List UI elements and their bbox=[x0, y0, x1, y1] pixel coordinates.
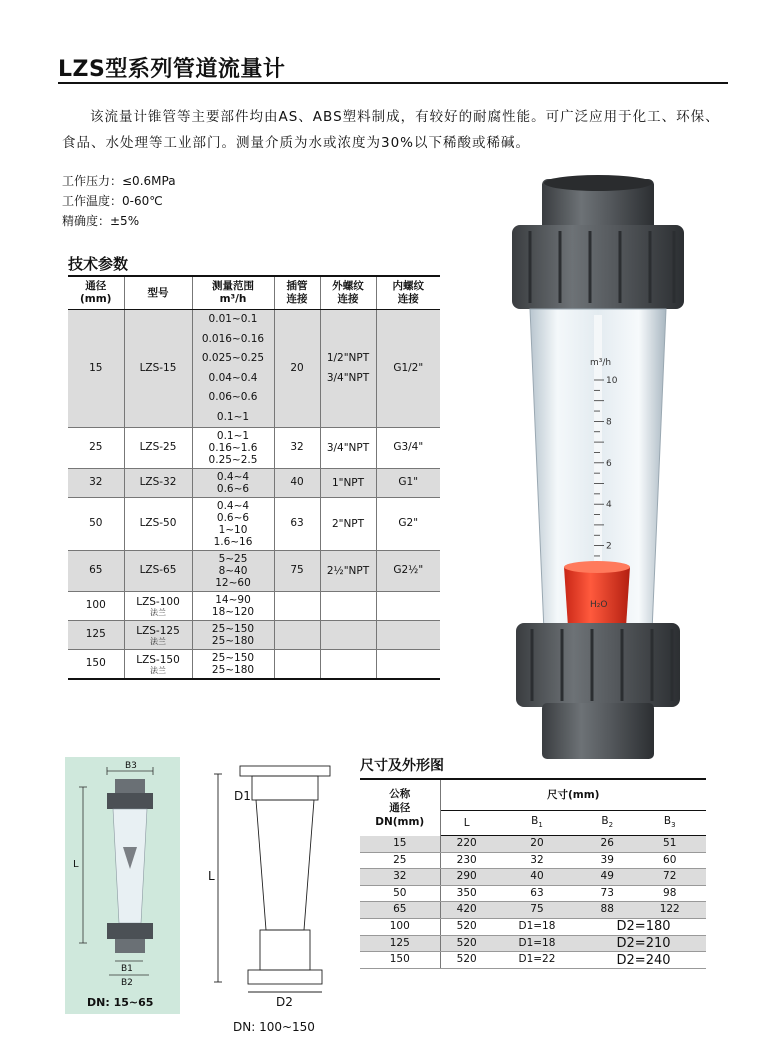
dims-cell-L: 420 bbox=[440, 902, 493, 919]
cell-range-line: 12~60 bbox=[215, 577, 251, 589]
tech-params-row bbox=[68, 551, 440, 592]
cell-range-line: 14~90 bbox=[215, 594, 251, 606]
dims-cell-B1: 20 bbox=[493, 836, 581, 853]
header-dn: 通径 (mm) bbox=[68, 276, 124, 310]
drawing-dn15-65 bbox=[65, 757, 180, 1014]
photo-label-l: L bbox=[73, 859, 79, 870]
photo-label-b1: B1 bbox=[121, 964, 133, 974]
header-range: 测量范围 m³/h bbox=[192, 276, 274, 310]
photo-label-b2: B2 bbox=[121, 978, 133, 988]
title-rule bbox=[58, 82, 728, 84]
dims-cell-B3: 98 bbox=[633, 885, 706, 902]
cell-dn bbox=[68, 310, 124, 428]
dims-row bbox=[360, 836, 706, 853]
dims-flange-cell-D2: D2=240 bbox=[581, 952, 706, 969]
cell-int-thread bbox=[376, 650, 440, 680]
dims-flange-cell-L: 520 bbox=[440, 919, 493, 936]
scale-unit: m³/h bbox=[590, 358, 612, 368]
drawing-dn100-150 bbox=[200, 760, 350, 1015]
cell-dn bbox=[68, 621, 124, 650]
dims-col-L: L bbox=[440, 811, 493, 836]
cell-socket bbox=[274, 621, 320, 650]
dimensions-table bbox=[360, 778, 706, 969]
cell-model bbox=[124, 592, 192, 621]
cell-ext-thread-line: 3/4"NPT bbox=[326, 442, 370, 454]
dims-cell-B3: 51 bbox=[633, 836, 706, 853]
dims-flange-cell-D2: D2=180 bbox=[581, 919, 706, 936]
cell-range-line: 25~150 bbox=[211, 652, 255, 664]
dims-flange-cell-D1: D1=18 bbox=[493, 935, 581, 952]
photo-top-nut bbox=[107, 793, 153, 809]
dims-col-B1: $B_1$ bbox=[493, 811, 581, 836]
cell-ext-thread-line: 2½"NPT bbox=[326, 565, 370, 577]
tech-params-heading: 技术参数 bbox=[68, 255, 129, 273]
cell-dn-value: 125 bbox=[85, 628, 106, 641]
cell-range-line: 0.4~4 bbox=[216, 471, 250, 483]
cell-ext-thread-line: 1"NPT bbox=[331, 477, 365, 489]
dims-cell-B2: 39 bbox=[581, 852, 633, 869]
dims-cell-B2: 49 bbox=[581, 869, 633, 886]
cell-dn-value: 50 bbox=[89, 517, 103, 530]
spec-accuracy: 精确度：±5% bbox=[62, 214, 140, 228]
cell-range bbox=[192, 498, 274, 551]
flowmeter-product-image bbox=[490, 175, 700, 765]
cell-ext-thread bbox=[320, 551, 376, 592]
cell-model bbox=[124, 650, 192, 680]
dims-flange-cell-L: 520 bbox=[440, 952, 493, 969]
cell-dn bbox=[68, 650, 124, 680]
cell-range-line: 0.025~0.25 bbox=[201, 352, 265, 364]
cell-socket-value: 40 bbox=[290, 476, 304, 489]
tech-params-row bbox=[68, 650, 440, 680]
spec-pressure: 工作压力：≤0.6MPa bbox=[62, 174, 176, 188]
photo-label-b3: B3 bbox=[125, 761, 137, 771]
cell-model bbox=[124, 551, 192, 592]
dims-cell-B1: 75 bbox=[493, 902, 581, 919]
flange-caption: DN: 100~150 bbox=[233, 1020, 315, 1034]
cell-int-thread bbox=[376, 498, 440, 551]
cell-ext-thread-line: 3/4"NPT bbox=[326, 371, 370, 384]
cell-int-thread-value: G2½" bbox=[393, 564, 424, 577]
flange-label-l: L bbox=[208, 869, 215, 883]
spec-list bbox=[62, 171, 176, 231]
cell-range-line: 0.4~4 bbox=[216, 500, 250, 512]
cell-int-thread bbox=[376, 551, 440, 592]
float bbox=[564, 567, 630, 627]
photo-top-fitting bbox=[115, 779, 145, 793]
cell-model bbox=[124, 310, 192, 428]
cell-ext-thread-line: 2"NPT bbox=[331, 518, 365, 530]
intro-text: 该流量计锥管等主要部件均由AS、ABS塑料制成，有较好的耐腐性能。可广泛应用于化工、环保、食品、水处理等工业部门。测量介质为水或浓度为30%以下稀酸或稀碱。 bbox=[62, 109, 720, 151]
cell-int-thread-value: G3/4" bbox=[393, 441, 424, 454]
scale-label: 4 bbox=[606, 500, 612, 511]
tech-params-table bbox=[68, 275, 440, 680]
cell-range-line: 5~25 bbox=[218, 553, 248, 565]
dims-row bbox=[360, 885, 706, 902]
dims-flange-cell-D1: D1=22 bbox=[493, 952, 581, 969]
cell-range-line: 25~180 bbox=[211, 664, 255, 676]
cell-range-line: 0.6~6 bbox=[216, 483, 250, 495]
dims-cell-dn: 15 bbox=[360, 836, 440, 853]
dims-cell-B2: 88 bbox=[581, 902, 633, 919]
cell-range-line: 0.1~1 bbox=[216, 410, 250, 423]
dims-cell-B1: 63 bbox=[493, 885, 581, 902]
cell-socket bbox=[274, 650, 320, 680]
dims-flange-cell-dn: 150 bbox=[360, 952, 440, 969]
dims-cell-dn: 25 bbox=[360, 852, 440, 869]
cell-model-value: LZS-150 bbox=[136, 653, 180, 666]
dims-header-group: 尺寸(mm) bbox=[440, 779, 706, 811]
cell-dn-value: 65 bbox=[89, 564, 103, 577]
cell-model-value: LZS-50 bbox=[139, 517, 177, 530]
cell-range-line: 0.04~0.4 bbox=[208, 371, 258, 384]
dims-flange-cell-D1: D1=18 bbox=[493, 919, 581, 936]
cell-model-value: LZS-32 bbox=[139, 476, 177, 489]
dims-header-dn: 公称 通径 DN(mm) bbox=[360, 779, 440, 836]
top-pipe-opening bbox=[544, 175, 652, 191]
cell-model bbox=[124, 621, 192, 650]
cell-int-thread-value: G1/2" bbox=[393, 361, 424, 374]
spec-temperature: 工作温度：0-60℃ bbox=[62, 194, 163, 208]
cell-model-sub: 法兰 bbox=[150, 607, 166, 617]
dims-row bbox=[360, 902, 706, 919]
cell-dn-value: 15 bbox=[89, 361, 103, 374]
dimensions-heading: 尺寸及外形图 bbox=[360, 758, 444, 774]
cell-dn bbox=[68, 498, 124, 551]
cell-model bbox=[124, 498, 192, 551]
cell-socket bbox=[274, 498, 320, 551]
cell-model-value: LZS-15 bbox=[139, 361, 177, 374]
cell-model-value: LZS-125 bbox=[136, 624, 180, 637]
dims-cell-dn: 32 bbox=[360, 869, 440, 886]
dims-col-B2: $B_2$ bbox=[581, 811, 633, 836]
dims-cell-dn: 50 bbox=[360, 885, 440, 902]
dims-col-B3: $B_3$ bbox=[633, 811, 706, 836]
dims-header-row bbox=[360, 779, 706, 811]
bottom-union-nut bbox=[516, 623, 680, 707]
cell-range-line: 1~10 bbox=[218, 524, 248, 536]
cell-range bbox=[192, 621, 274, 650]
cell-range-line: 18~120 bbox=[211, 606, 255, 618]
cell-ext-thread bbox=[320, 310, 376, 428]
cell-dn-value: 32 bbox=[89, 476, 103, 489]
cell-range-line: 0.16~1.6 bbox=[208, 442, 258, 454]
dims-flange-cell-D2: D2=210 bbox=[581, 935, 706, 952]
cell-int-thread bbox=[376, 428, 440, 469]
dims-cell-B1: 40 bbox=[493, 869, 581, 886]
cell-ext-thread bbox=[320, 592, 376, 621]
cell-socket bbox=[274, 469, 320, 498]
flange-outline bbox=[214, 766, 330, 992]
dims-cell-B3: 122 bbox=[633, 902, 706, 919]
cell-int-thread bbox=[376, 592, 440, 621]
cell-socket bbox=[274, 592, 320, 621]
cell-range bbox=[192, 310, 274, 428]
tech-params-row bbox=[68, 621, 440, 650]
tech-params-header-row bbox=[68, 276, 440, 310]
cell-dn bbox=[68, 469, 124, 498]
scale-label: 6 bbox=[606, 458, 612, 469]
header-ext-thread: 外螺纹 连接 bbox=[320, 276, 376, 310]
tech-params-row bbox=[68, 310, 440, 428]
cell-socket bbox=[274, 551, 320, 592]
dims-flange-row bbox=[360, 952, 706, 969]
cell-range-line: 0.01~0.1 bbox=[208, 313, 258, 325]
cell-range-line: 8~40 bbox=[218, 565, 248, 577]
cell-range-line: 25~180 bbox=[211, 635, 255, 647]
dims-flange-cell-dn: 100 bbox=[360, 919, 440, 936]
cell-socket-value: 20 bbox=[290, 361, 304, 374]
cell-ext-thread bbox=[320, 428, 376, 469]
cell-model-value: LZS-65 bbox=[139, 564, 177, 577]
cell-socket-value: 63 bbox=[290, 517, 304, 530]
scale-label: 8 bbox=[606, 417, 612, 428]
cell-model-value: LZS-25 bbox=[139, 441, 177, 454]
tech-params-row bbox=[68, 592, 440, 621]
photo-bottom-nut bbox=[107, 923, 153, 939]
cell-int-thread bbox=[376, 469, 440, 498]
cell-int-thread bbox=[376, 621, 440, 650]
cell-range-line: 0.016~0.16 bbox=[201, 332, 265, 345]
cell-range-line: 1.6~16 bbox=[213, 536, 253, 548]
dims-cell-L: 290 bbox=[440, 869, 493, 886]
dims-cell-L: 220 bbox=[440, 836, 493, 853]
tech-params-row bbox=[68, 428, 440, 469]
cell-int-thread-value: G1" bbox=[398, 476, 419, 489]
cell-ext-thread-line: 1/2"NPT bbox=[326, 352, 370, 364]
cell-model-sub: 法兰 bbox=[150, 636, 166, 646]
dims-body bbox=[360, 836, 706, 969]
tech-params-body bbox=[68, 310, 440, 680]
dims-row bbox=[360, 869, 706, 886]
photo-caption: DN: 15~65 bbox=[87, 996, 154, 1009]
dims-row bbox=[360, 852, 706, 869]
cell-socket bbox=[274, 428, 320, 469]
cell-dn bbox=[68, 428, 124, 469]
header-int-thread: 内螺纹 连接 bbox=[376, 276, 440, 310]
float-top bbox=[564, 561, 630, 573]
cell-socket-value: 32 bbox=[290, 441, 304, 454]
header-model: 型号 bbox=[124, 276, 192, 310]
cell-range-line: 25~150 bbox=[211, 623, 255, 635]
cell-range-line: 0.06~0.6 bbox=[208, 391, 258, 403]
cell-ext-thread bbox=[320, 621, 376, 650]
dims-flange-cell-L: 520 bbox=[440, 935, 493, 952]
cell-range-line: 0.6~6 bbox=[216, 512, 250, 524]
cell-range-line: 0.25~2.5 bbox=[208, 454, 258, 466]
photo-bottom-fitting bbox=[115, 939, 145, 953]
cell-dn-value: 25 bbox=[89, 441, 103, 454]
dims-cell-B3: 72 bbox=[633, 869, 706, 886]
cell-range bbox=[192, 428, 274, 469]
tech-params-row bbox=[68, 469, 440, 498]
dims-cell-dn: 65 bbox=[360, 902, 440, 919]
cell-int-thread-value: G2" bbox=[398, 517, 419, 530]
cell-model-value: LZS-100 bbox=[136, 595, 180, 608]
dims-cell-B2: 26 bbox=[581, 836, 633, 853]
cell-ext-thread bbox=[320, 650, 376, 680]
dims-flange-cell-dn: 125 bbox=[360, 935, 440, 952]
flange-label-d2: D2 bbox=[276, 995, 293, 1009]
tech-params-row bbox=[68, 498, 440, 551]
top-union-nut bbox=[512, 225, 684, 309]
dims-cell-B2: 73 bbox=[581, 885, 633, 902]
dims-cell-L: 350 bbox=[440, 885, 493, 902]
cell-socket bbox=[274, 310, 320, 428]
flange-label-d1: D1 bbox=[234, 789, 251, 803]
dims-flange-row bbox=[360, 919, 706, 936]
cell-ext-thread bbox=[320, 469, 376, 498]
scale-label: 2 bbox=[606, 541, 612, 552]
cell-dn bbox=[68, 551, 124, 592]
dims-cell-L: 230 bbox=[440, 852, 493, 869]
page-title: LZS型系列管道流量计 bbox=[58, 57, 286, 82]
cell-ext-thread bbox=[320, 498, 376, 551]
dims-flange-row bbox=[360, 935, 706, 952]
intro-paragraph bbox=[62, 104, 728, 156]
cell-model-sub: 法兰 bbox=[150, 665, 166, 675]
cell-int-thread bbox=[376, 310, 440, 428]
cell-dn-value: 150 bbox=[85, 657, 106, 670]
dims-cell-B3: 60 bbox=[633, 852, 706, 869]
cell-range-line: 0.1~1 bbox=[216, 430, 250, 442]
cell-range bbox=[192, 650, 274, 680]
cell-socket-value: 75 bbox=[290, 564, 304, 577]
scale-label: 10 bbox=[606, 376, 618, 386]
cell-model bbox=[124, 469, 192, 498]
cell-dn bbox=[68, 592, 124, 621]
bottom-pipe-end bbox=[542, 703, 654, 759]
dims-cell-B1: 32 bbox=[493, 852, 581, 869]
cell-range bbox=[192, 551, 274, 592]
header-socket: 插管 连接 bbox=[274, 276, 320, 310]
cell-range bbox=[192, 592, 274, 621]
cell-dn-value: 100 bbox=[85, 599, 106, 612]
scale-medium: H₂O bbox=[590, 600, 608, 610]
cell-model bbox=[124, 428, 192, 469]
cell-range bbox=[192, 469, 274, 498]
